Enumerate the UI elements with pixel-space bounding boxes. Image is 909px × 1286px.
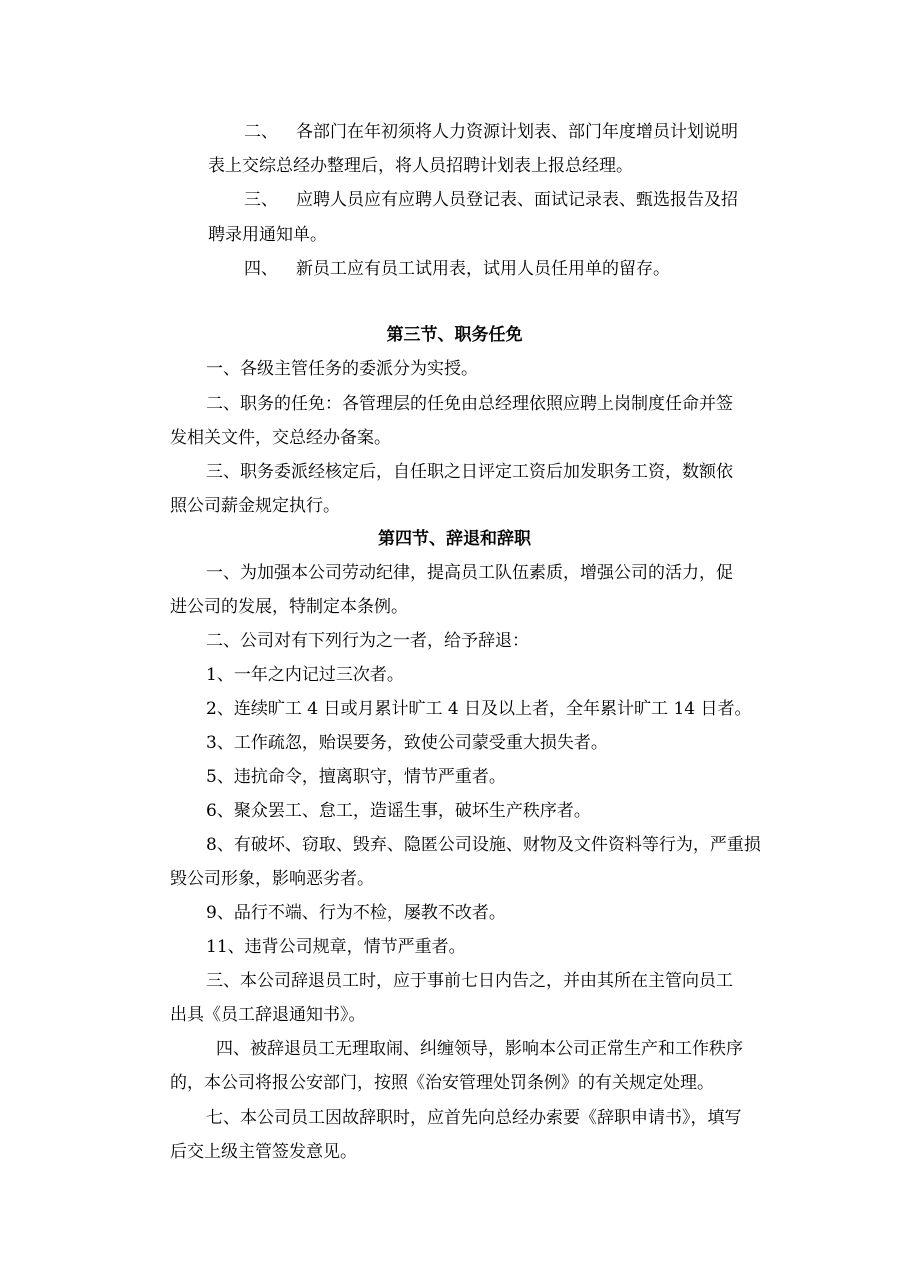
paragraph: 七、本公司员工因故辞职时，应首先向总经办索要《辞职申请书》，填写 [206, 1108, 742, 1128]
paragraph-continued: 的，本公司将报公安部门，按照《治安管理处罚条例》的有关规定处理。 [170, 1073, 714, 1093]
item-label: 三、 [244, 190, 278, 210]
paragraph-continued: 照公司薪金规定执行。 [170, 496, 340, 516]
paragraph: 四、被辞退员工无理取闹、纠缠领导，影响本公司正常生产和工作秩序 [216, 1039, 743, 1059]
paragraph: 三、本公司辞退员工时，应于事前七日内告之，并由其所在主管向员工 [206, 971, 733, 991]
section-title: 第四节、辞退和辞职 [378, 529, 531, 549]
item-text: 各部门在年初须将人力资源计划表、部门年度增员计划说明 [296, 122, 738, 142]
clause: 2、连续旷工 4 日或月累计旷工 4 日及以上者，全年累计旷工 14 日者。 [206, 699, 752, 719]
item-label: 二、 [244, 122, 278, 142]
clause: 11、违背公司规章，情节严重者。 [206, 937, 466, 957]
paragraph: 二、职务的任免：各管理层的任免由总经理依照应聘上岗制度任命并签 [206, 394, 733, 414]
item-text-continued: 聘录用通知单。 [208, 225, 327, 245]
clause: 3、工作疏忽，贻误要务，致使公司蒙受重大损失者。 [206, 733, 608, 753]
clause: 6、聚众罢工、怠工，造谣生事，破坏生产秩序者。 [206, 801, 591, 821]
paragraph: 一、各级主管任务的委派分为实授。 [206, 359, 478, 379]
paragraph: 一、为加强本公司劳动纪律，提高员工队伍素质，增强公司的活力，促 [206, 563, 733, 583]
item-label: 四、 [244, 259, 278, 279]
paragraph-continued: 后交上级主管签发意见。 [170, 1142, 357, 1162]
item-text: 应聘人员应有应聘人员登记表、面试记录表、甄选报告及招 [296, 190, 738, 210]
item-text-continued: 表上交综总经办整理后，将人员招聘计划表上报总经理。 [208, 156, 633, 176]
paragraph-continued: 发相关文件，交总经办备案。 [170, 428, 391, 448]
clause: 1、一年之内记过三次者。 [206, 665, 404, 685]
clause-continued: 毁公司形象，影响恶劣者。 [170, 869, 374, 889]
paragraph-continued: 进公司的发展，特制定本条例。 [170, 597, 408, 617]
section-title: 第三节、职务任免 [386, 325, 523, 345]
paragraph: 三、职务委派经核定后，自任职之日评定工资后加发职务工资，数额依 [206, 462, 733, 482]
clause: 8、有破坏、窃取、毁弃、隐匿公司设施、财物及文件资料等行为，严重损 [206, 835, 761, 855]
paragraph-continued: 出具《员工辞退通知书》。 [170, 1005, 366, 1025]
clause: 5、违抗命令，擅离职守，情节严重者。 [206, 767, 506, 787]
item-text: 新员工应有员工试用表，试用人员任用单的留存。 [296, 259, 670, 279]
clause: 9、品行不端、行为不检，屡教不改者。 [206, 903, 506, 923]
paragraph: 二、公司对有下列行为之一者，给予辞退： [206, 631, 529, 651]
